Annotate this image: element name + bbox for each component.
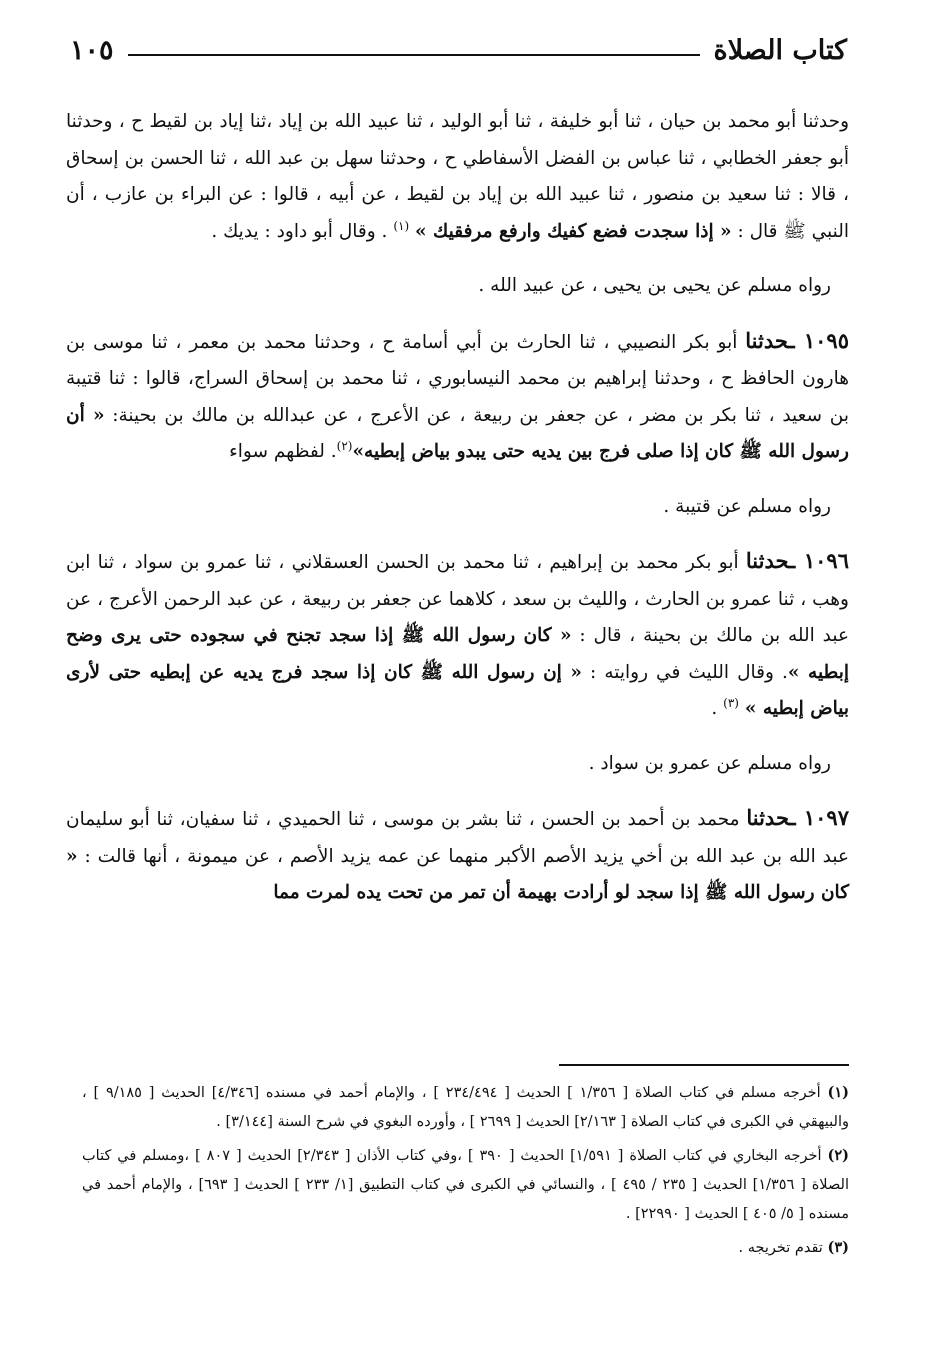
isnad-text: أبو بكر النصيبي ، ثنا الحارث بن أبي أسامة ح ، وحدثنا محمد بن معمر ، ثنا موسى بن هارون الحافظ ح ، وحدثنا إبراهيم بن محمد النيسابوري ، ثنا محمد بن إسحاق السراج، قالوا : ثنا قتيبة بن سعيد ، ثنا بكر بن مضر ، عن جعفر بن ربيعة ، عن الأعرج ، عن عبدالله بن مالك بن بحينة:	[66, 331, 849, 426]
isnad-tail: . لفظهم سواء	[229, 441, 337, 462]
haddathana-word: حدثنا	[746, 805, 790, 830]
hadith-matn: « إذا سجدت فضع كفيك وارفع مرفقيك »	[415, 220, 732, 242]
riwaya-text: رواه مسلم عن عمرو بن سواد .	[588, 752, 831, 774]
footnote-1	[82, 1078, 849, 1137]
footnote-ref-1: (١)	[393, 218, 410, 233]
footnote-ref-3: (٣)	[723, 695, 739, 710]
hadith-number: ١٠٩٦ ـ	[789, 548, 849, 573]
footnote-text: أخرجه مسلم في كتاب الصلاة [ ١/٣٥٦ ] الحديث [ ٢٣٤/٤٩٤ ] ، والإمام أحمد في مسنده [٤/٣٤٦] الحديث [ ٩/١٨٥ ] ، والبيهقي في الكبرى في كتاب الصلاة [ ٢/١٦٣] الحديث [ ٢٦٩٩ ] ، وأورده البغوي في شرح السنة [٣/١٤٤] .	[82, 1085, 849, 1130]
footnote-3	[82, 1233, 849, 1263]
hadith-matn: « أن رسول الله ﷺ كان إذا صلى فرج بين يديه حتى يبدو بياض إبطيه»	[66, 404, 849, 462]
hadith-1095	[66, 323, 849, 471]
footnote-ref-2: (٢)	[336, 438, 353, 453]
header-rule	[128, 54, 700, 56]
riwaya-note	[66, 746, 849, 783]
hadith-matn: « كان رسول الله ﷺ إذا سجد تجنح في سجوده حتى يرى وضح إبطيه »	[66, 625, 850, 683]
riwaya-text: رواه مسلم عن يحيى بن يحيى ، عن عبيد الله .	[478, 275, 831, 296]
footnote-number: (٣)	[827, 1239, 849, 1256]
riwaya-text: رواه مسلم عن قتيبة .	[663, 495, 831, 517]
riwaya-note	[66, 489, 849, 526]
isnad-middle: . وقال الليث في روايته :	[582, 661, 788, 683]
footnote-number: (١)	[827, 1084, 849, 1101]
chapter-title: كتاب الصلاة	[713, 34, 847, 66]
footnote-text: أخرجه البخاري في كتاب الصلاة [ ١/٥٩١] الحديث [ ٣٩٠ ] ،وفي كتاب الأذان [ ٢/٣٤٣] الحديث [ ٨٠٧ ] ،ومسلم في كتاب الصلاة [ ١/٣٥٦] الحديث [ ٢٣٥ / ٤٩٥ ] ، والنسائي في الكبرى في كتاب التطبيق [١/ ٢٣٣ ] الحديث [ ٦٩٣] ، والإمام أحمد في مسنده [ ٥/ ٤٠٥ ] الحديث [ ٢٢٩٩٠] .	[82, 1148, 849, 1222]
main-text	[66, 104, 849, 912]
hadith-number: ١٠٩٧ ـ	[789, 805, 849, 830]
isnad-tail: . وقال أبو داود : يديك .	[211, 220, 394, 242]
isnad-text: أبو بكر محمد بن إبراهيم ، ثنا محمد بن الحسن العسقلاني ، ثنا عمرو بن سواد ، ثنا ابن وهب ، ثنا عمرو بن الحارث ، والليث بن سعد ، كلاهما عن جعفر بن ربيعة ، عن عبد الرحمن الأعرج ، عن عبد الله بن مالك بن بحينة ، قال :	[66, 552, 849, 646]
isnad-tail: .	[711, 698, 724, 719]
haddathana-word: حدثنا	[745, 327, 789, 353]
page-number: ١٠٥	[70, 34, 114, 66]
footnote-text: تقدم تخريجه .	[738, 1240, 823, 1256]
footnote-separator	[559, 1064, 849, 1066]
isnad-paragraph-1	[66, 104, 849, 250]
hadith-1097	[66, 800, 849, 912]
hadith-1096	[66, 543, 849, 728]
running-header	[70, 28, 847, 72]
isnad-text: وحدثنا أبو محمد بن حيان ، ثنا أبو خليفة ، ثنا أبو الوليد ، ثنا عبيد الله بن إياد ،ثنا إياد بن لقيط ح ، وحدثنا أبو جعفر الخطابي ، ثنا عباس بن الفضل الأسفاطي ح ، وحدثنا سهل بن عبد الله ، ثنا الحسن بن إسحاق ، قالا : ثنا سعيد بن منصور ، ثنا عبيد الله بن إياد بن لقيط ، عن أبيه ، قالوا : عن البراء بن عازب ، أن النبي ﷺ قال :	[66, 111, 849, 242]
footnote-2	[82, 1141, 849, 1229]
hadith-matn-2: « إن رسول الله ﷺ كان إذا سجد فرج يديه عن إبطيه حتى لأرى بياض إبطيه »	[66, 661, 849, 719]
haddathana-word: حدثنا	[745, 548, 790, 573]
hadith-matn: « كان رسول الله ﷺ إذا سجد لو أرادت بهيمة أن تمر من تحت يده لمرت مما	[66, 845, 849, 903]
hadith-number: ١٠٩٥ ـ	[788, 327, 849, 353]
footnote-number: (٢)	[827, 1147, 849, 1164]
footnotes	[82, 1078, 849, 1267]
riwaya-note	[66, 268, 849, 305]
isnad-text: محمد بن أحمد بن الحسن ، ثنا بشر بن موسى ، ثنا الحميدي ، ثنا سفيان، ثنا أبو سليمان عبد الله بن عبد الله بن أخي يزيد الأصم الأكبر منهما عن عمه يزيد الأصم ، عن ميمونة ، أنها قالت :	[66, 809, 849, 867]
